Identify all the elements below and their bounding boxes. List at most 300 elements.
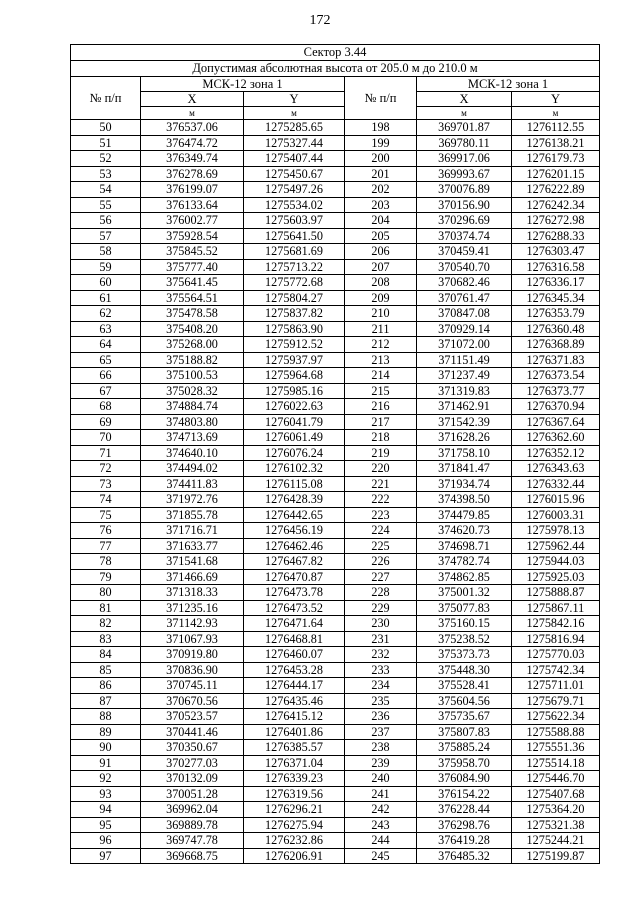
- point-number-right: 205: [345, 228, 417, 244]
- x-value-left: 370745.11: [141, 678, 244, 694]
- point-number-left: 80: [71, 585, 141, 601]
- x-value-right: 370459.41: [417, 244, 512, 260]
- x-value-right: 376084.90: [417, 771, 512, 787]
- x-value-right: 370076.89: [417, 182, 512, 198]
- point-number-right: 218: [345, 430, 417, 446]
- y-value-right: 1275588.88: [512, 724, 600, 740]
- y-value-left: 1276415.12: [244, 709, 345, 725]
- x-value-left: 370523.57: [141, 709, 244, 725]
- y-value-right: 1275407.68: [512, 786, 600, 802]
- y-value-right: 1276336.17: [512, 275, 600, 291]
- point-number-left: 86: [71, 678, 141, 694]
- point-number-right: 202: [345, 182, 417, 198]
- point-number-left: 72: [71, 461, 141, 477]
- table-row: [71, 817, 600, 833]
- table-row: [71, 182, 600, 198]
- table-row: [71, 755, 600, 771]
- point-number-left: 83: [71, 631, 141, 647]
- unit-y-right: м: [512, 107, 600, 120]
- y-value-right: 1275679.71: [512, 693, 600, 709]
- x-value-left: 374884.74: [141, 399, 244, 415]
- coordinate-system-left: МСК-12 зона 1: [141, 77, 345, 92]
- x-value-right: 369701.87: [417, 120, 512, 136]
- y-value-left: 1275964.68: [244, 368, 345, 384]
- point-number-right: 236: [345, 709, 417, 725]
- y-value-left: 1276339.23: [244, 771, 345, 787]
- point-number-right: 237: [345, 724, 417, 740]
- point-number-right: 240: [345, 771, 417, 787]
- x-value-left: 370836.90: [141, 662, 244, 678]
- point-number-right: 231: [345, 631, 417, 647]
- x-value-left: 376474.72: [141, 135, 244, 151]
- x-value-left: 374803.80: [141, 414, 244, 430]
- point-number-left: 66: [71, 368, 141, 384]
- point-number-right: 235: [345, 693, 417, 709]
- y-value-right: 1276353.79: [512, 306, 600, 322]
- point-number-right: 208: [345, 275, 417, 291]
- point-number-left: 85: [71, 662, 141, 678]
- point-number-right: 238: [345, 740, 417, 756]
- x-value-left: 369747.78: [141, 833, 244, 849]
- y-value-right: 1276222.89: [512, 182, 600, 198]
- table-row: [71, 802, 600, 818]
- x-value-right: 375807.83: [417, 724, 512, 740]
- x-value-left: 376002.77: [141, 213, 244, 229]
- x-value-left: 370051.28: [141, 786, 244, 802]
- x-value-right: 370847.08: [417, 306, 512, 322]
- y-value-left: 1276462.46: [244, 538, 345, 554]
- table-row: [71, 445, 600, 461]
- table-row: [71, 724, 600, 740]
- point-number-left: 77: [71, 538, 141, 554]
- y-value-left: 1276456.19: [244, 523, 345, 539]
- point-number-left: 94: [71, 802, 141, 818]
- table-row: [71, 414, 600, 430]
- point-number-left: 53: [71, 166, 141, 182]
- y-value-left: 1276319.56: [244, 786, 345, 802]
- y-value-right: 1275364.20: [512, 802, 600, 818]
- y-value-right: 1276332.44: [512, 476, 600, 492]
- x-value-right: 370682.46: [417, 275, 512, 291]
- x-value-left: 374411.83: [141, 476, 244, 492]
- table-row: [71, 616, 600, 632]
- y-value-right: 1276368.89: [512, 337, 600, 353]
- x-value-left: 376199.07: [141, 182, 244, 198]
- table-row: [71, 538, 600, 554]
- table-row: [71, 430, 600, 446]
- point-number-left: 92: [71, 771, 141, 787]
- x-header-right: X: [417, 92, 512, 107]
- point-number-right: 215: [345, 383, 417, 399]
- x-value-left: 370670.56: [141, 693, 244, 709]
- table-row: [71, 740, 600, 756]
- x-value-left: 375268.00: [141, 337, 244, 353]
- table-row: [71, 151, 600, 167]
- x-value-right: 370929.14: [417, 321, 512, 337]
- point-number-left: 74: [71, 492, 141, 508]
- point-number-right: 245: [345, 848, 417, 864]
- point-number-left: 51: [71, 135, 141, 151]
- y-value-left: 1275450.67: [244, 166, 345, 182]
- y-value-right: 1276242.34: [512, 197, 600, 213]
- y-value-right: 1275816.94: [512, 631, 600, 647]
- y-value-left: 1276467.82: [244, 554, 345, 570]
- x-value-left: 375928.54: [141, 228, 244, 244]
- y-value-left: 1275603.97: [244, 213, 345, 229]
- y-value-left: 1276061.49: [244, 430, 345, 446]
- table-row: [71, 166, 600, 182]
- y-value-right: 1276272.98: [512, 213, 600, 229]
- x-value-right: 375448.30: [417, 662, 512, 678]
- point-number-right: 201: [345, 166, 417, 182]
- point-number-left: 93: [71, 786, 141, 802]
- coordinates-table: [70, 44, 600, 864]
- point-number-left: 63: [71, 321, 141, 337]
- point-number-right: 207: [345, 259, 417, 275]
- x-value-left: 374494.02: [141, 461, 244, 477]
- y-value-left: 1275912.52: [244, 337, 345, 353]
- point-number-left: 79: [71, 569, 141, 585]
- point-number-left: 52: [71, 151, 141, 167]
- x-value-right: 370374.74: [417, 228, 512, 244]
- y-value-left: 1276041.79: [244, 414, 345, 430]
- table-row: [71, 476, 600, 492]
- point-number-left: 91: [71, 755, 141, 771]
- point-number-right: 200: [345, 151, 417, 167]
- table-row: [71, 771, 600, 787]
- y-value-right: 1276373.77: [512, 383, 600, 399]
- x-value-left: 376537.06: [141, 120, 244, 136]
- x-value-right: 371319.83: [417, 383, 512, 399]
- y-value-left: 1275497.26: [244, 182, 345, 198]
- table-row: [71, 368, 600, 384]
- point-number-left: 55: [71, 197, 141, 213]
- x-value-right: 375373.73: [417, 647, 512, 663]
- table-row: [71, 569, 600, 585]
- y-value-left: 1275407.44: [244, 151, 345, 167]
- x-value-left: 375028.32: [141, 383, 244, 399]
- x-value-right: 375958.70: [417, 755, 512, 771]
- point-number-right: 214: [345, 368, 417, 384]
- table-row: [71, 461, 600, 477]
- point-number-right: 210: [345, 306, 417, 322]
- y-value-left: 1276473.52: [244, 600, 345, 616]
- point-number-right: 220: [345, 461, 417, 477]
- point-number-right: 234: [345, 678, 417, 694]
- y-value-right: 1275842.16: [512, 616, 600, 632]
- y-value-right: 1276352.12: [512, 445, 600, 461]
- page-number: 172: [309, 13, 331, 28]
- point-number-left: 75: [71, 507, 141, 523]
- table-row: [71, 492, 600, 508]
- table-row: [71, 399, 600, 415]
- x-value-right: 375604.56: [417, 693, 512, 709]
- point-number-right: 213: [345, 352, 417, 368]
- x-value-right: 371072.00: [417, 337, 512, 353]
- y-value-right: 1275199.87: [512, 848, 600, 864]
- point-number-left: 62: [71, 306, 141, 322]
- point-number-right: 198: [345, 120, 417, 136]
- point-number-right: 244: [345, 833, 417, 849]
- y-header-left: Y: [244, 92, 345, 107]
- y-value-left: 1276468.81: [244, 631, 345, 647]
- point-number-left: 96: [71, 833, 141, 849]
- point-number-left: 95: [71, 817, 141, 833]
- y-value-right: 1275867.11: [512, 600, 600, 616]
- sector-title: Сектор 3.44: [71, 45, 600, 61]
- y-value-right: 1275944.03: [512, 554, 600, 570]
- table-row: [71, 120, 600, 136]
- x-value-right: 369993.67: [417, 166, 512, 182]
- x-value-left: 374713.69: [141, 430, 244, 446]
- point-number-right: 209: [345, 290, 417, 306]
- point-number-left: 60: [71, 275, 141, 291]
- y-value-right: 1275321.38: [512, 817, 600, 833]
- point-number-right: 243: [345, 817, 417, 833]
- y-value-right: 1275551.36: [512, 740, 600, 756]
- y-value-right: 1276360.48: [512, 321, 600, 337]
- x-value-left: 369668.75: [141, 848, 244, 864]
- point-number-left: 69: [71, 414, 141, 430]
- x-value-right: 375077.83: [417, 600, 512, 616]
- table-row: [71, 383, 600, 399]
- y-value-right: 1276370.94: [512, 399, 600, 415]
- x-value-left: 374640.10: [141, 445, 244, 461]
- unit-x-right: м: [417, 107, 512, 120]
- y-value-left: 1276296.21: [244, 802, 345, 818]
- y-value-left: 1275713.22: [244, 259, 345, 275]
- y-value-left: 1276385.57: [244, 740, 345, 756]
- point-number-right: 229: [345, 600, 417, 616]
- x-value-right: 375238.52: [417, 631, 512, 647]
- table-row: [71, 197, 600, 213]
- x-value-left: 375564.51: [141, 290, 244, 306]
- point-number-left: 84: [71, 647, 141, 663]
- y-value-left: 1275863.90: [244, 321, 345, 337]
- x-value-right: 370156.90: [417, 197, 512, 213]
- x-value-right: 374698.71: [417, 538, 512, 554]
- y-value-right: 1276179.73: [512, 151, 600, 167]
- y-value-left: 1276428.39: [244, 492, 345, 508]
- x-value-right: 376485.32: [417, 848, 512, 864]
- table-row: [71, 523, 600, 539]
- y-value-left: 1276076.24: [244, 445, 345, 461]
- y-value-left: 1275681.69: [244, 244, 345, 260]
- y-value-left: 1275534.02: [244, 197, 345, 213]
- x-value-left: 371466.69: [141, 569, 244, 585]
- x-value-left: 370277.03: [141, 755, 244, 771]
- point-number-left: 67: [71, 383, 141, 399]
- y-value-right: 1275622.34: [512, 709, 600, 725]
- num-header-right: № п/п: [345, 77, 417, 120]
- y-value-right: 1276373.54: [512, 368, 600, 384]
- table-row: [71, 259, 600, 275]
- x-value-left: 370919.80: [141, 647, 244, 663]
- table-row: [71, 290, 600, 306]
- y-value-left: 1276460.07: [244, 647, 345, 663]
- y-value-left: 1275641.50: [244, 228, 345, 244]
- point-number-right: 211: [345, 321, 417, 337]
- x-value-right: 371462.91: [417, 399, 512, 415]
- point-number-left: 58: [71, 244, 141, 260]
- table-row: [71, 228, 600, 244]
- coordinate-system-right: МСК-12 зона 1: [417, 77, 600, 92]
- y-value-right: 1276112.55: [512, 120, 600, 136]
- point-number-right: 232: [345, 647, 417, 663]
- table-row: [71, 631, 600, 647]
- point-number-left: 82: [71, 616, 141, 632]
- num-header-left: № п/п: [71, 77, 141, 120]
- point-number-left: 50: [71, 120, 141, 136]
- y-value-right: 1275711.01: [512, 678, 600, 694]
- y-value-right: 1276003.31: [512, 507, 600, 523]
- x-value-right: 374782.74: [417, 554, 512, 570]
- point-number-right: 242: [345, 802, 417, 818]
- table-row: [71, 321, 600, 337]
- point-number-right: 223: [345, 507, 417, 523]
- table-row: [71, 600, 600, 616]
- x-value-right: 375160.15: [417, 616, 512, 632]
- point-number-left: 90: [71, 740, 141, 756]
- y-value-right: 1275770.03: [512, 647, 600, 663]
- y-header-right: Y: [512, 92, 600, 107]
- x-value-left: 369962.04: [141, 802, 244, 818]
- y-value-right: 1276015.96: [512, 492, 600, 508]
- y-value-right: 1275742.34: [512, 662, 600, 678]
- table-row: [71, 662, 600, 678]
- point-number-right: 217: [345, 414, 417, 430]
- y-value-left: 1276275.94: [244, 817, 345, 833]
- point-number-right: 239: [345, 755, 417, 771]
- x-value-left: 375777.40: [141, 259, 244, 275]
- table-row: [71, 213, 600, 229]
- y-value-left: 1276473.78: [244, 585, 345, 601]
- x-value-right: 374620.73: [417, 523, 512, 539]
- y-value-left: 1276115.08: [244, 476, 345, 492]
- point-number-right: 227: [345, 569, 417, 585]
- point-number-left: 76: [71, 523, 141, 539]
- x-value-left: 371235.16: [141, 600, 244, 616]
- x-value-right: 376298.76: [417, 817, 512, 833]
- y-value-right: 1276362.60: [512, 430, 600, 446]
- x-value-left: 376278.69: [141, 166, 244, 182]
- x-value-right: 371934.74: [417, 476, 512, 492]
- y-value-left: 1276442.65: [244, 507, 345, 523]
- point-number-left: 54: [71, 182, 141, 198]
- y-value-left: 1276401.86: [244, 724, 345, 740]
- table-row: [71, 678, 600, 694]
- y-value-right: 1276345.34: [512, 290, 600, 306]
- y-value-right: 1275925.03: [512, 569, 600, 585]
- y-value-left: 1276232.86: [244, 833, 345, 849]
- point-number-right: 206: [345, 244, 417, 260]
- point-number-left: 59: [71, 259, 141, 275]
- table-row: [71, 693, 600, 709]
- y-value-left: 1275937.97: [244, 352, 345, 368]
- point-number-left: 56: [71, 213, 141, 229]
- point-number-left: 65: [71, 352, 141, 368]
- x-value-right: 371758.10: [417, 445, 512, 461]
- table-row: [71, 647, 600, 663]
- table-row: [71, 135, 600, 151]
- point-number-left: 88: [71, 709, 141, 725]
- x-value-left: 371541.68: [141, 554, 244, 570]
- x-value-right: 370540.70: [417, 259, 512, 275]
- y-value-right: 1275244.21: [512, 833, 600, 849]
- x-value-right: 369917.06: [417, 151, 512, 167]
- y-value-left: 1276371.04: [244, 755, 345, 771]
- table-row: [71, 786, 600, 802]
- point-number-left: 61: [71, 290, 141, 306]
- point-number-left: 64: [71, 337, 141, 353]
- point-number-right: 221: [345, 476, 417, 492]
- x-value-right: 376419.28: [417, 833, 512, 849]
- unit-y-left: м: [244, 107, 345, 120]
- point-number-right: 233: [345, 662, 417, 678]
- point-number-right: 199: [345, 135, 417, 151]
- y-value-left: 1276435.46: [244, 693, 345, 709]
- point-number-left: 73: [71, 476, 141, 492]
- y-value-left: 1275804.27: [244, 290, 345, 306]
- y-value-left: 1276453.28: [244, 662, 345, 678]
- x-value-right: 370296.69: [417, 213, 512, 229]
- table-row: [71, 244, 600, 260]
- x-value-right: 371542.39: [417, 414, 512, 430]
- x-value-left: 371067.93: [141, 631, 244, 647]
- x-value-left: 370350.67: [141, 740, 244, 756]
- y-value-right: 1276138.21: [512, 135, 600, 151]
- table-row: [71, 709, 600, 725]
- x-value-right: 375885.24: [417, 740, 512, 756]
- y-value-left: 1276102.32: [244, 461, 345, 477]
- x-value-right: 375528.41: [417, 678, 512, 694]
- table-row: [71, 306, 600, 322]
- x-value-left: 371972.76: [141, 492, 244, 508]
- y-value-left: 1275837.82: [244, 306, 345, 322]
- y-value-right: 1276371.83: [512, 352, 600, 368]
- point-number-right: 225: [345, 538, 417, 554]
- y-value-right: 1276201.15: [512, 166, 600, 182]
- x-value-left: 376133.64: [141, 197, 244, 213]
- point-number-right: 230: [345, 616, 417, 632]
- point-number-left: 71: [71, 445, 141, 461]
- y-value-right: 1276288.33: [512, 228, 600, 244]
- y-value-left: 1275285.65: [244, 120, 345, 136]
- y-value-right: 1276303.47: [512, 244, 600, 260]
- x-value-right: 376154.22: [417, 786, 512, 802]
- y-value-right: 1275446.70: [512, 771, 600, 787]
- point-number-left: 57: [71, 228, 141, 244]
- x-value-right: 371237.49: [417, 368, 512, 384]
- y-value-left: 1276470.87: [244, 569, 345, 585]
- y-value-right: 1275888.87: [512, 585, 600, 601]
- x-value-right: 374479.85: [417, 507, 512, 523]
- x-value-left: 375845.52: [141, 244, 244, 260]
- x-value-right: 376228.44: [417, 802, 512, 818]
- point-number-right: 216: [345, 399, 417, 415]
- x-value-left: 371142.93: [141, 616, 244, 632]
- point-number-right: 224: [345, 523, 417, 539]
- y-value-left: 1276444.17: [244, 678, 345, 694]
- table-row: [71, 554, 600, 570]
- y-value-left: 1275772.68: [244, 275, 345, 291]
- point-number-right: 219: [345, 445, 417, 461]
- x-value-left: 371855.78: [141, 507, 244, 523]
- x-value-left: 371633.77: [141, 538, 244, 554]
- point-number-right: 228: [345, 585, 417, 601]
- point-number-left: 68: [71, 399, 141, 415]
- y-value-right: 1275514.18: [512, 755, 600, 771]
